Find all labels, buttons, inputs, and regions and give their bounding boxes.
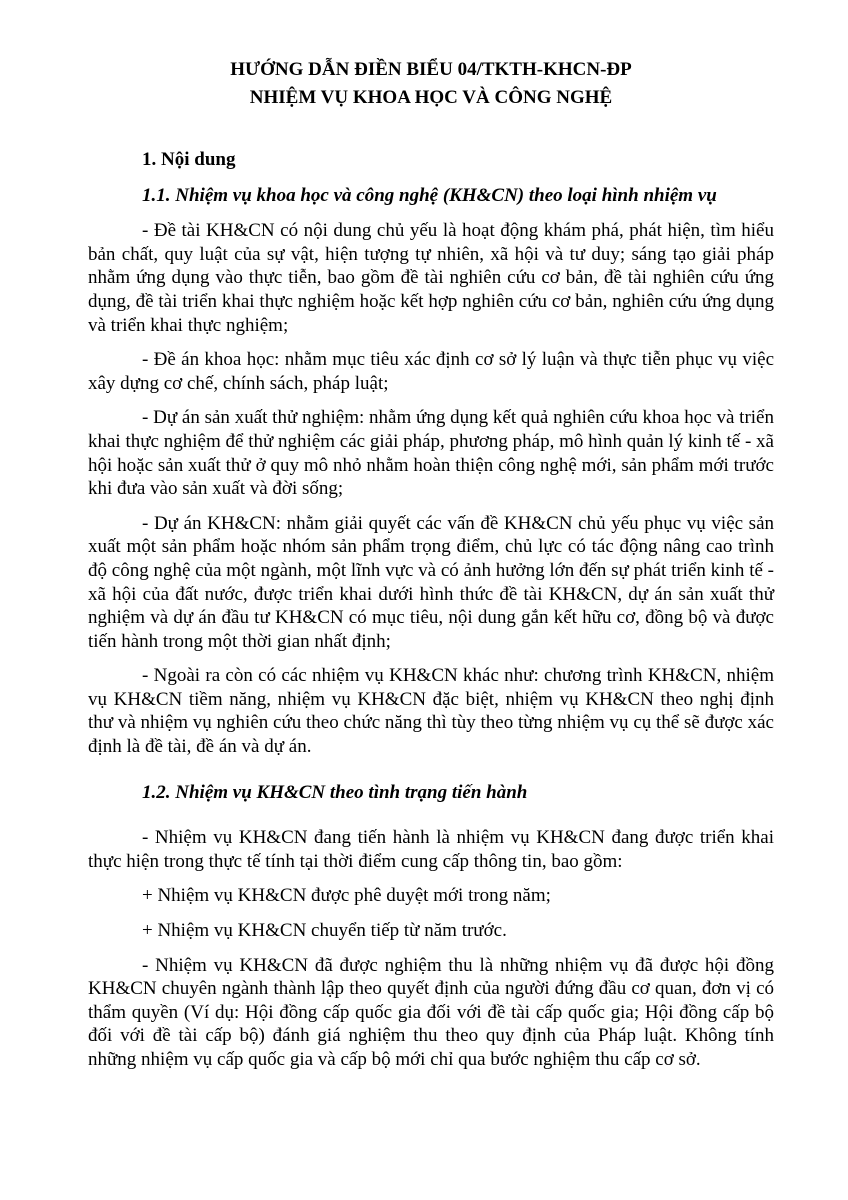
section-1-heading: 1. Nội dung	[142, 149, 236, 170]
list-item-phe-duyet-moi: + Nhiệm vụ KH&CN được phê duyệt mới trong năm;	[142, 885, 551, 907]
paragraph-da-nghiem-thu: - Nhiệm vụ KH&CN đã được nghiệm thu là những nhiệm vụ đã được hội đồng KH&CN chuyên ngành thành lập theo quyết định của người đứng đầu cơ quan, đơn vị có thẩm quyền (Ví dụ: Hội đồng cấp quốc gia đối với đề tài cấp quốc gia; Hội đồng cấp bộ đối với đề tài cấp bộ) đánh giá nghiệm thu theo quy định của Pháp luật. Không tính những nhiệm vụ cấp quốc gia và cấp bộ mới chỉ qua bước nghiệm thu cấp cơ sở.	[88, 954, 774, 1070]
paragraph-du-an-khcn: - Dự án KH&CN: nhằm giải quyết các vấn đề KH&CN chủ yếu phục vụ việc sản xuất một sản phẩm hoặc nhóm sản phẩm trọng điểm, chủ lực có tác động nâng cao trình độ công nghệ của một ngành, một lĩnh vực và có ảnh hưởng lớn đến sự phát triển kinh tế - xã hội của đất nước, được triển khai dưới hình thức đề tài KH&CN, dự án sản xuất thử nghiệm và dự án đầu tư KH&CN có mục tiêu, nội dung gắn kết hữu cơ, đồng bộ và được tiến hành trong một thời gian nhất định;	[88, 512, 774, 652]
subsection-1-1-heading: 1.1. Nhiệm vụ khoa học và công nghệ (KH&CN) theo loại hình nhiệm vụ	[142, 184, 717, 206]
paragraph-du-an-sxtn: - Dự án sản xuất thử nghiệm: nhằm ứng dụng kết quả nghiên cứu khoa học và triển khai thực nghiệm để thử nghiệm các giải pháp, phương pháp, mô hình quản lý kinh tế - xã hội hoặc sản xuất thử ở quy mô nhỏ nhằm hoàn thiện công nghệ mới, sản phẩm mới trước khi đưa vào sản xuất và đời sống;	[88, 407, 774, 500]
paragraph-de-tai: - Đề tài KH&CN có nội dung chủ yếu là hoạt động khám phá, phát hiện, tìm hiểu bản chất, quy luật của sự vật, hiện tượng tự nhiên, xã hội và tư duy; sáng tạo giải pháp nhằm ứng dụng vào thực tiễn, bao gồm đề tài nghiên cứu cơ bản, đề tài nghiên cứu ứng dụng, đề tài triển khai thực nghiệm hoặc kết hợp nghiên cứu cơ bản, nghiên cứu ứng dụng và triển khai thực nghiệm;	[88, 220, 774, 336]
document-title-line1: HƯỚNG DẪN ĐIỀN BIỂU 04/TKTH-KHCN-ĐP	[230, 59, 632, 80]
paragraph-dang-tien-hanh: - Nhiệm vụ KH&CN đang tiến hành là nhiệm vụ KH&CN đang được triển khai thực hiện trong thực tế tính tại thời điểm cung cấp thông tin, bao gồm:	[88, 827, 774, 872]
list-item-chuyen-tiep: + Nhiệm vụ KH&CN chuyển tiếp từ năm trước.	[142, 920, 507, 942]
paragraph-de-an: - Đề án khoa học: nhằm mục tiêu xác định cơ sở lý luận và thực tiễn phục vụ việc xây dựng cơ chế, chính sách, pháp luật;	[88, 349, 774, 394]
paragraph-nhiem-vu-khac: - Ngoài ra còn có các nhiệm vụ KH&CN khác như: chương trình KH&CN, nhiệm vụ KH&CN tiềm năng, nhiệm vụ KH&CN đặc biệt, nhiệm vụ KH&CN theo nghị định thư và nhiệm vụ nghiên cứu theo chức năng thì tùy theo từng nhiệm vụ cụ thể sẽ được xác định là đề tài, đề án và dự án.	[88, 665, 774, 758]
document-title-line2: NHIỆM VỤ KHOA HỌC VÀ CÔNG NGHỆ	[249, 87, 613, 108]
subsection-1-2-heading: 1.2. Nhiệm vụ KH&CN theo tình trạng tiến hành	[142, 781, 528, 803]
